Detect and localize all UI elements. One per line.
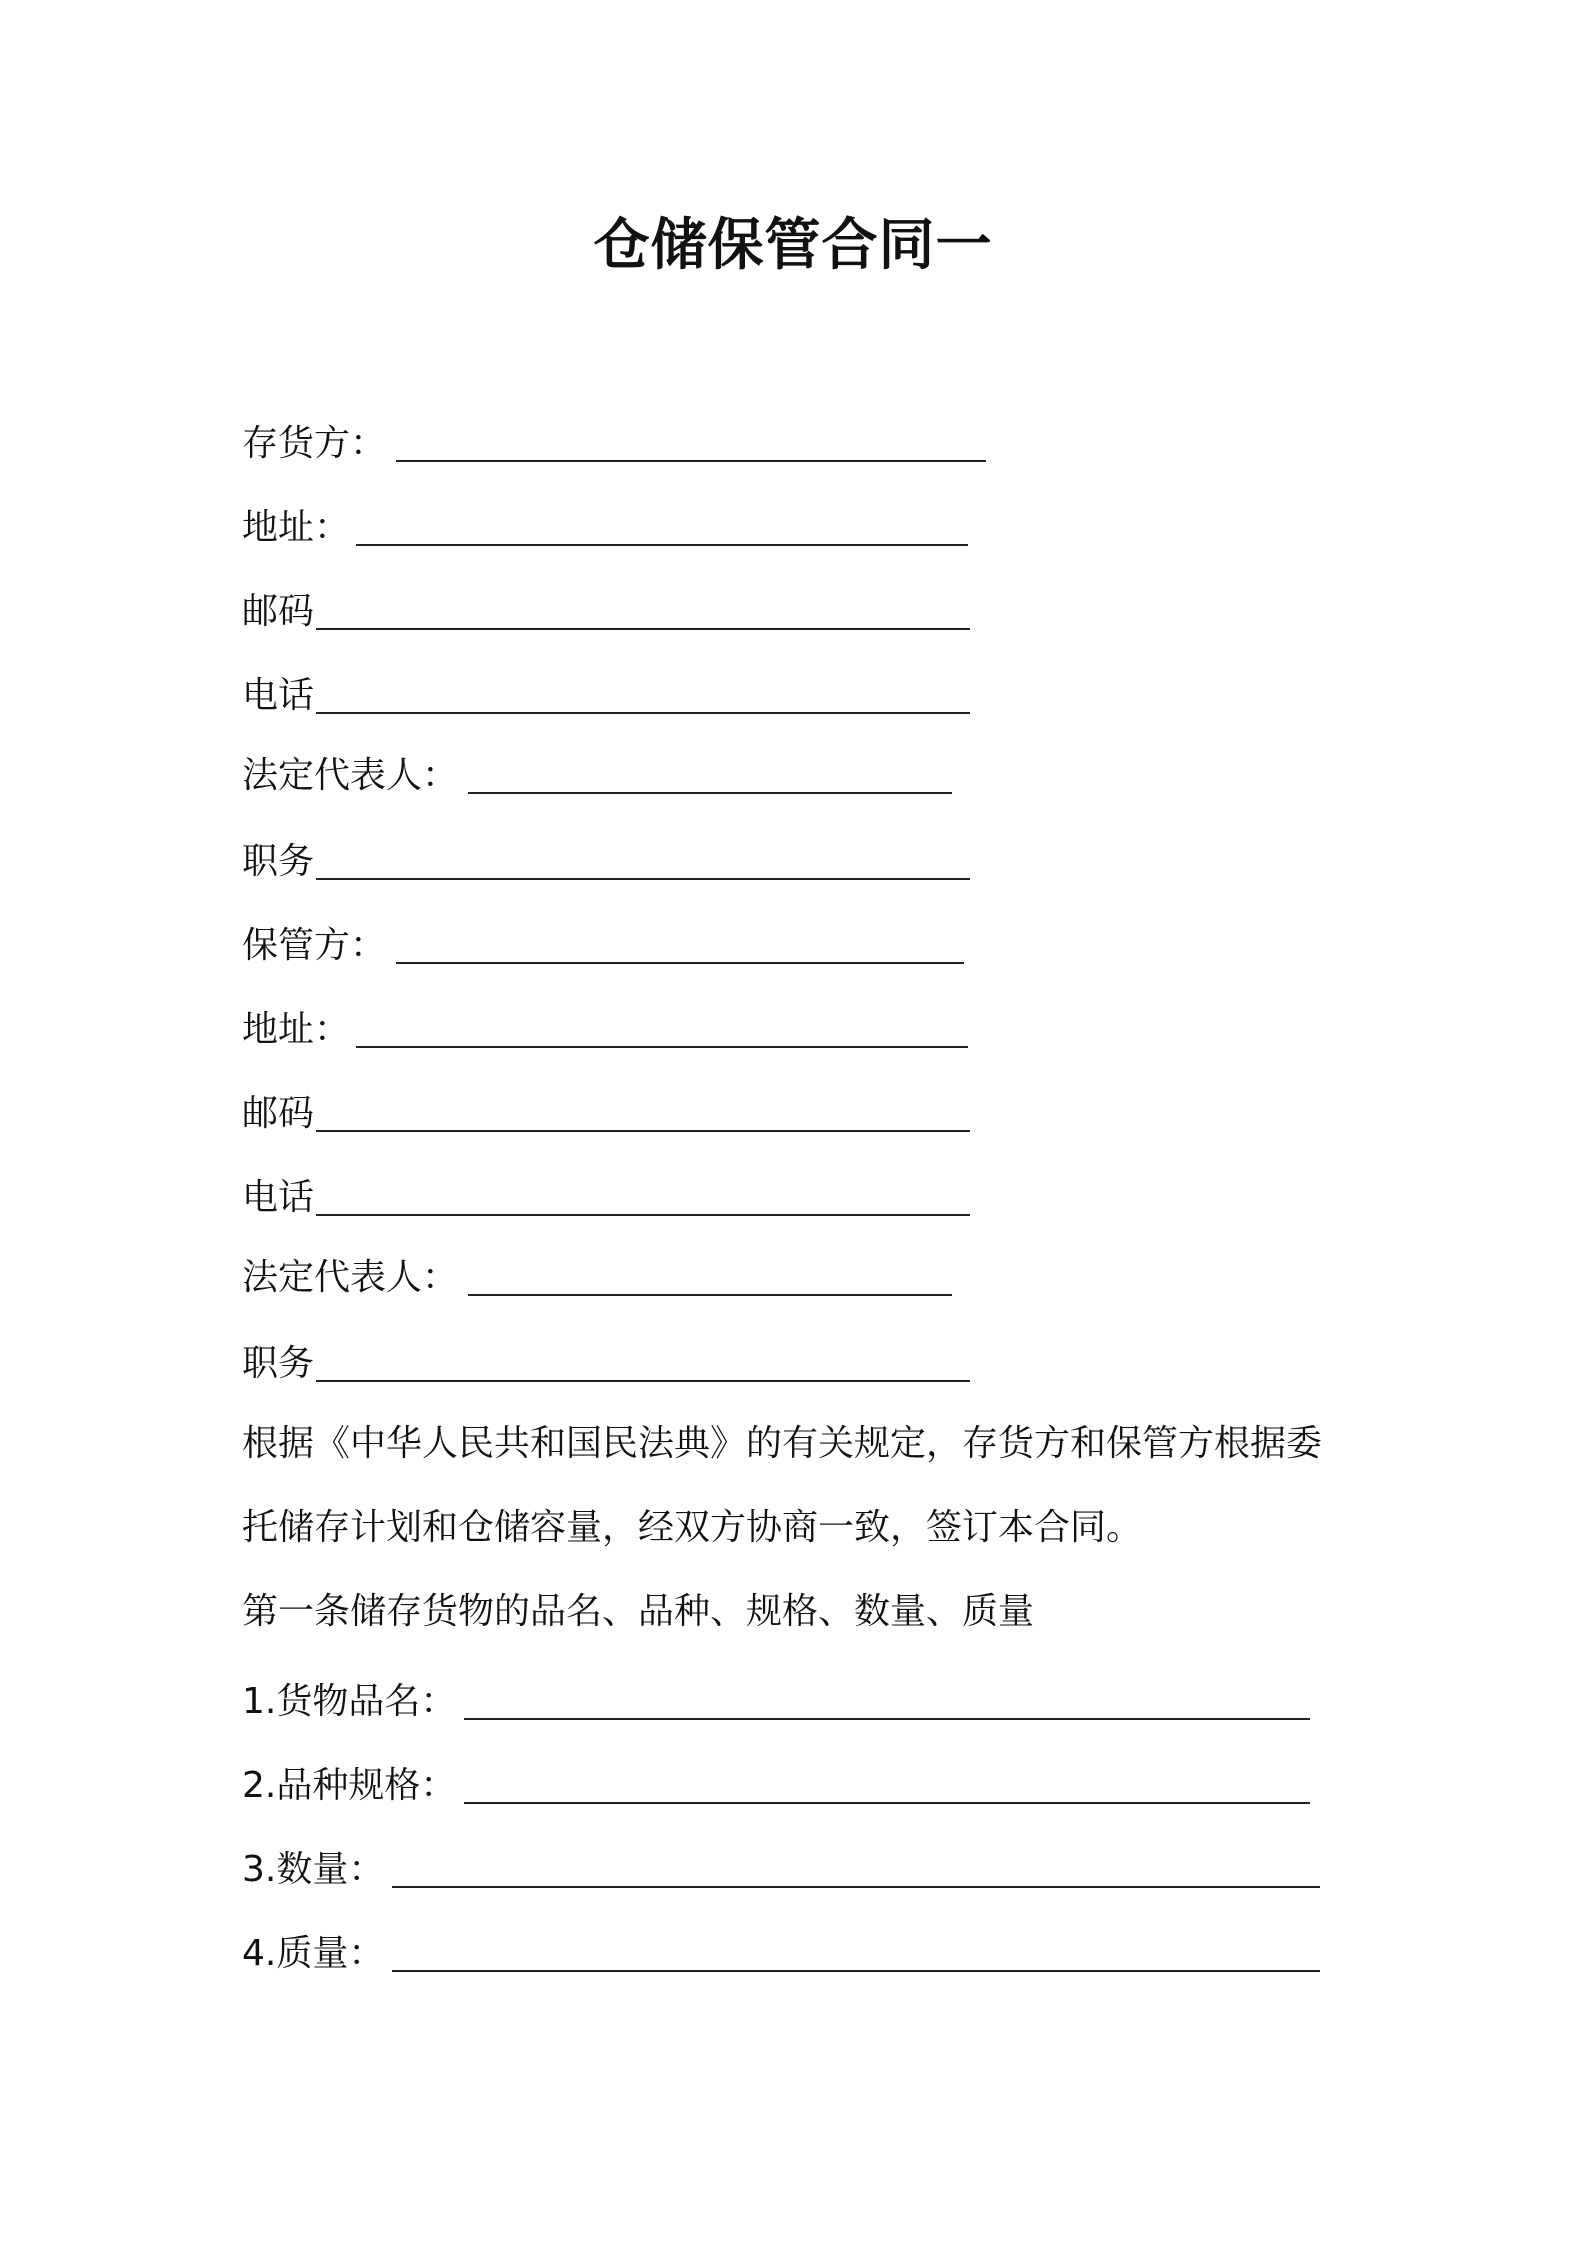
party-a-postcode-label: 邮码 [242,591,315,632]
goods-quality-field [242,1928,1320,1980]
party-a-position-field [242,836,970,888]
party-a-phone-label: 电话 [242,675,315,716]
party-b-postcode-label: 邮码 [242,1093,315,1134]
party-b-position-field [242,1338,970,1390]
goods-name-blank[interactable] [464,1678,1310,1720]
party-a-position-label: 职务 [242,841,315,882]
party-b-position-label: 职务 [242,1343,315,1384]
party-b-position-blank[interactable] [316,1340,970,1382]
party-b-address-field [242,1004,968,1056]
party-a-position-blank[interactable] [316,838,970,880]
party-a-name-blank[interactable] [396,420,986,462]
goods-name-label: 1.货物品名： [242,1681,457,1722]
party-b-phone-blank[interactable] [316,1174,970,1216]
party-a-name-label: 存货方： [242,423,387,464]
party-a-legal-rep-blank[interactable] [468,752,952,794]
party-b-postcode-field [242,1088,970,1140]
party-b-legal-rep-blank[interactable] [468,1254,952,1296]
party-b-postcode-blank[interactable] [316,1090,970,1132]
goods-quality-blank[interactable] [392,1930,1320,1972]
party-a-phone-field [242,670,970,722]
goods-spec-blank[interactable] [464,1762,1310,1804]
party-a-name-field [242,418,986,470]
party-a-legal-rep-field [242,750,952,802]
party-b-address-label: 地址： [242,1009,351,1050]
party-a-legal-rep-label: 法定代表人： [242,755,459,796]
goods-quantity-label: 3.数量： [242,1849,385,1890]
party-a-postcode-field [242,586,970,638]
party-b-phone-label: 电话 [242,1177,315,1218]
preamble-line-1: 根据《中华人民共和国民法典》的有关规定，存货方和保管方根据委 [242,1423,1323,1464]
party-a-address-field [242,502,968,554]
goods-quantity-field [242,1844,1320,1896]
party-b-phone-field [242,1172,970,1224]
article-1-heading: 第一条储存货物的品名、品种、规格、数量、质量 [242,1591,1035,1632]
party-a-address-blank[interactable] [356,504,968,546]
party-b-name-label: 保管方： [242,925,387,966]
goods-spec-field [242,1760,1310,1812]
party-a-address-label: 地址： [242,507,351,548]
preamble-line-2: 托储存计划和仓储容量，经双方协商一致，签订本合同。 [242,1507,1143,1548]
party-b-name-blank[interactable] [396,922,964,964]
party-b-address-blank[interactable] [356,1006,968,1048]
party-b-name-field [242,920,964,972]
goods-name-field [242,1676,1310,1728]
party-b-legal-rep-label: 法定代表人： [242,1257,459,1298]
goods-spec-label: 2.品种规格： [242,1765,457,1806]
party-a-phone-blank[interactable] [316,672,970,714]
goods-quality-label: 4.质量： [242,1933,385,1974]
party-b-legal-rep-field [242,1252,952,1304]
goods-quantity-blank[interactable] [392,1846,1320,1888]
party-a-postcode-blank[interactable] [316,588,970,630]
document-title: 仓储保管合同一 [593,213,993,278]
